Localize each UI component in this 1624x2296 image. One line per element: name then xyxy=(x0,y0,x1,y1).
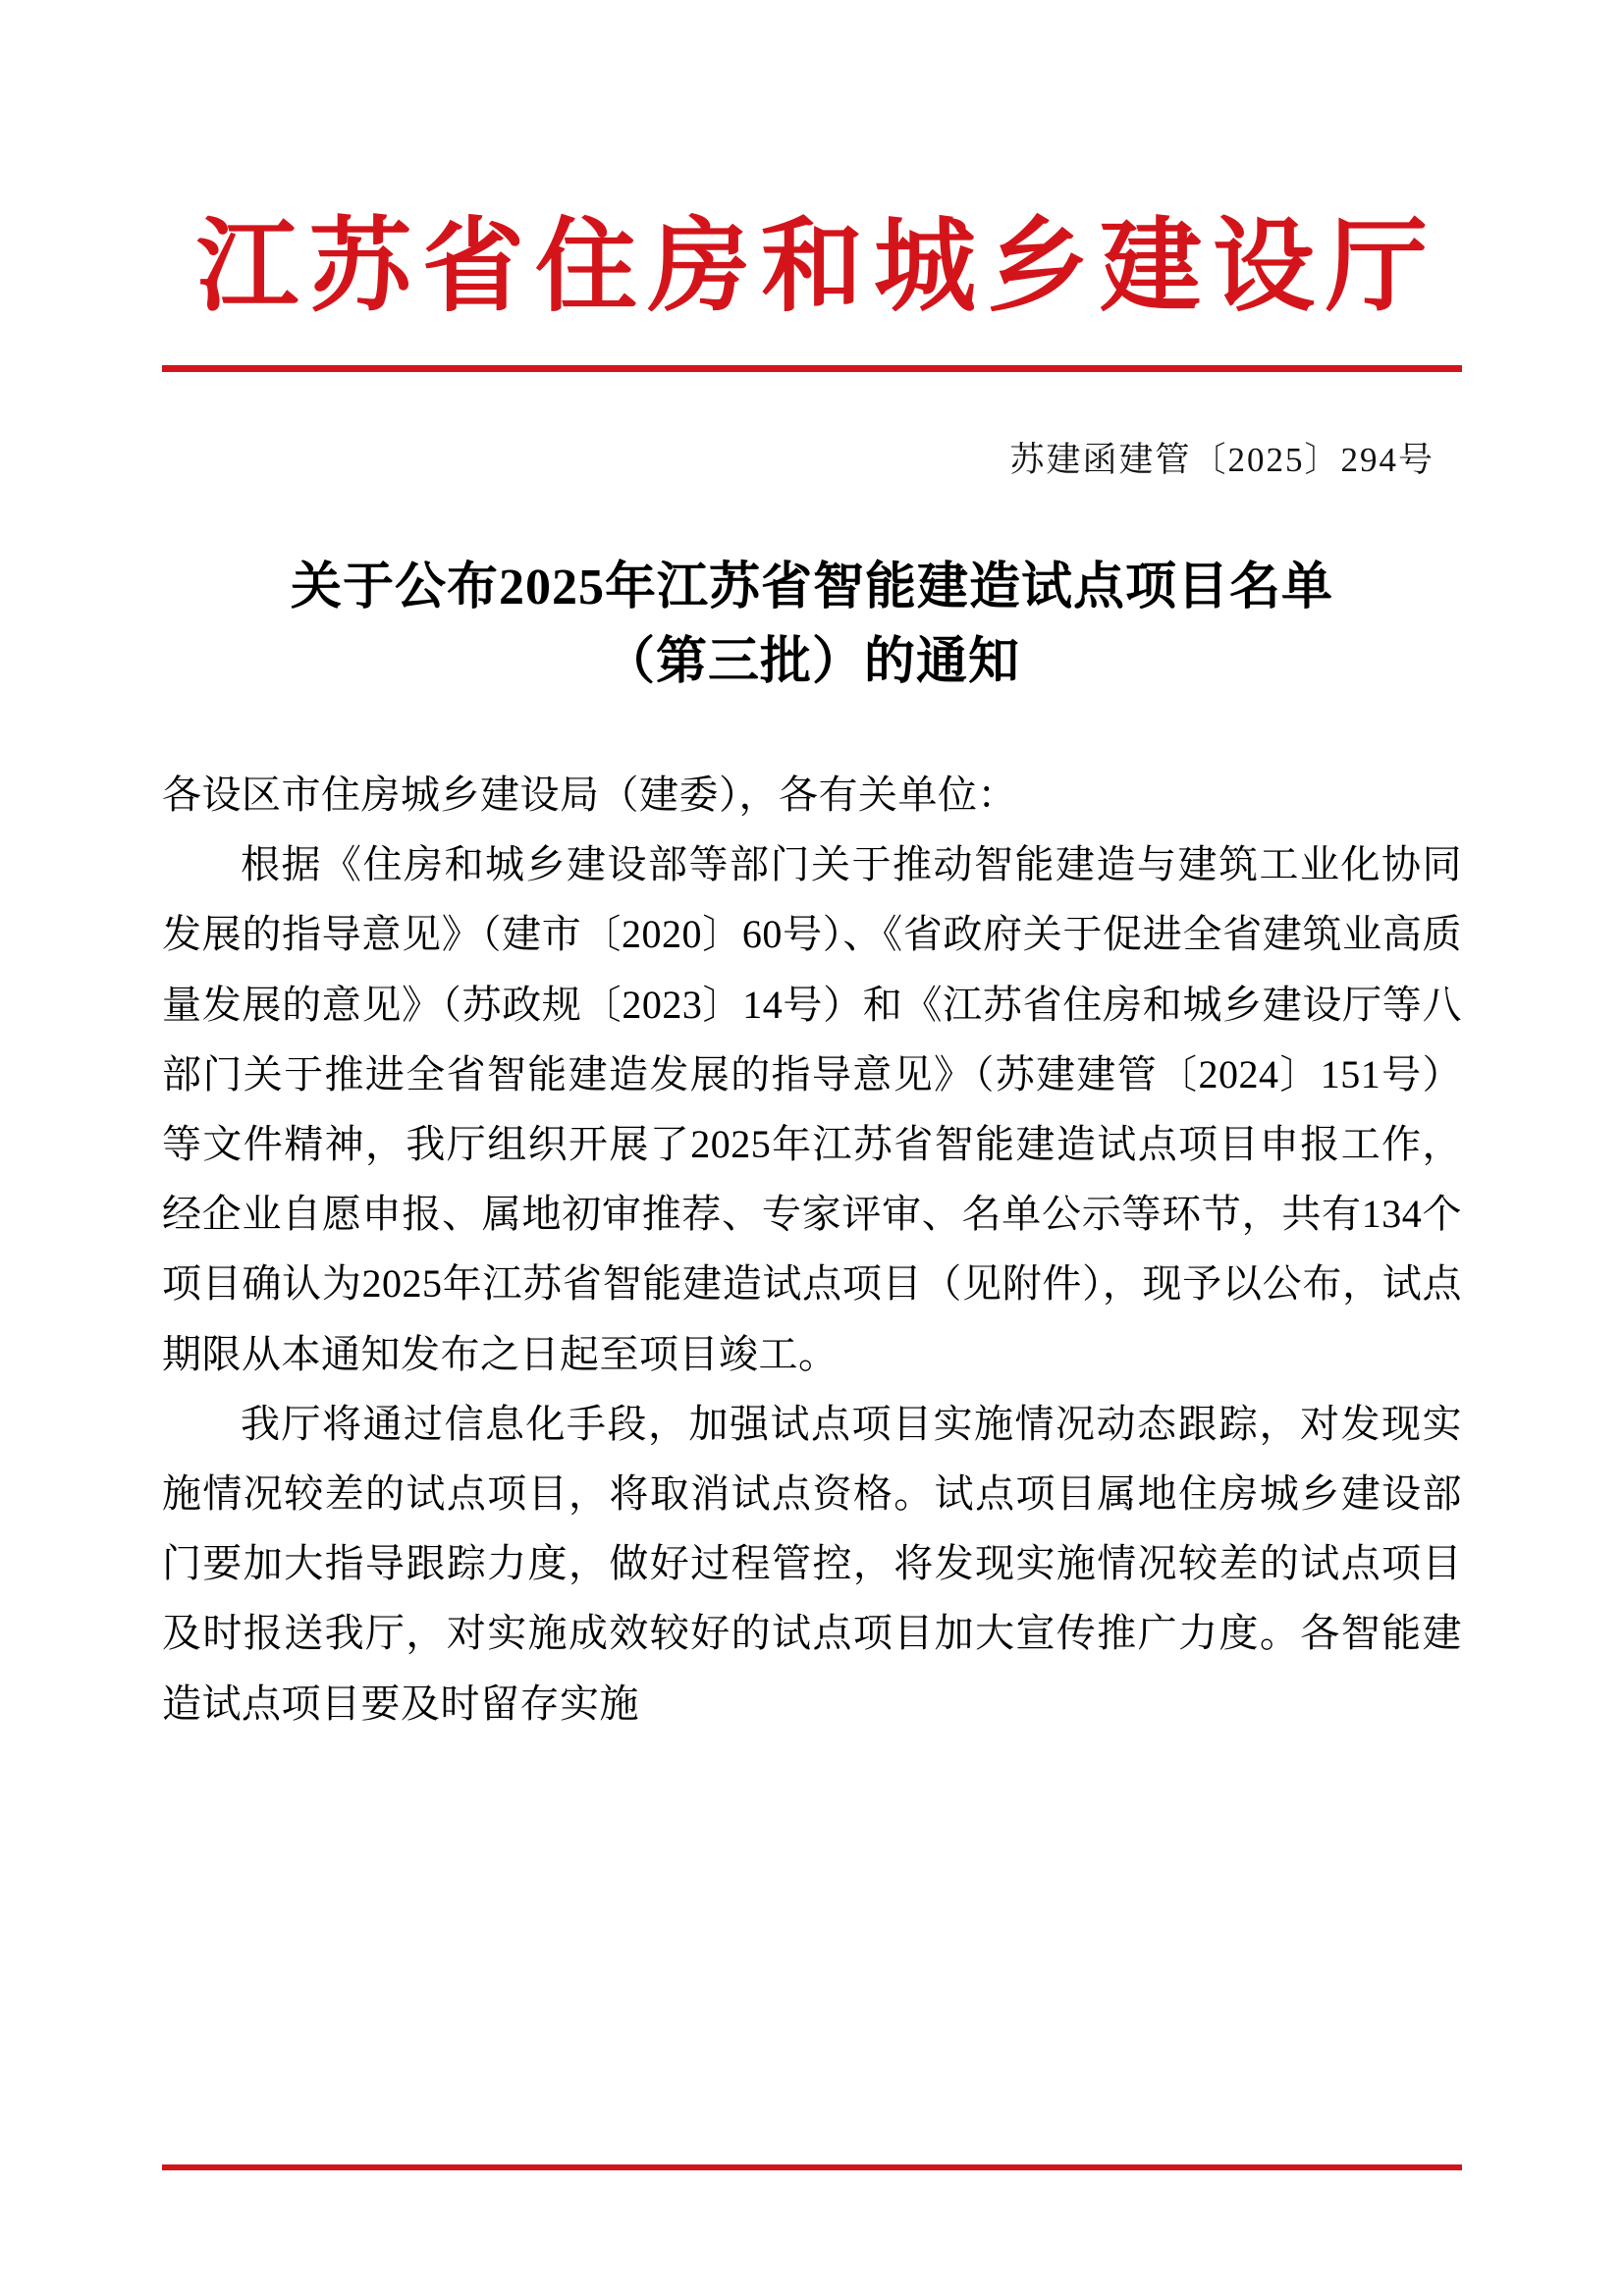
body-paragraph-1: 根据《住房和城乡建设部等部门关于推动智能建造与建筑工业化协同发展的指导意见》（建市〔2020〕60号）、《省政府关于促进全省建筑业高质量发展的意见》（苏政规〔2023〕14号）和《江苏省住房和城乡建设厅等八部门关于推进全省智能建造发展的指导意见》（苏建建管〔2024〕151号）等文件精神，我厅组织开展了2025年江苏省智能建造试点项目申报工作，经企业自愿申报、属地初审推荐、专家评审、名单公示等环节，共有134个项目确认为2025年江苏省智能建造试点项目（见附件），现予以公布，试点期限从本通知发布之日起至项目竣工。 xyxy=(162,842,1462,1376)
footer-red-rule xyxy=(162,2164,1462,2170)
salutation: 各设区市住房城乡建设局（建委），各有关单位： xyxy=(162,773,1017,818)
document-number: 苏建函建管〔2025〕294号 xyxy=(1009,441,1435,480)
page-title-line-1: 关于公布2025年江苏省智能建造试点项目名单 xyxy=(290,560,1333,616)
masthead xyxy=(162,0,1462,326)
issuing-organization-title: 江苏省住房和城乡建设厅 xyxy=(195,205,1438,326)
masthead-red-rule xyxy=(162,365,1462,372)
page-title-line-2: （第三批）的通知 xyxy=(603,633,1020,690)
document-body xyxy=(162,760,1462,1738)
page-title xyxy=(162,551,1462,699)
body-paragraph-2: 我厅将通过信息化手段，加强试点项目实施情况动态跟踪，对发现实施情况较差的试点项目，将取消试点资格。试点项目属地住房城乡建设部门要加大指导跟踪力度，做好过程管控，将发现实施情况较差的试点项目及时报送我厅，对实施成效较好的试点项目加大宣传推广力度。各智能建造试点项目要及时留存实施 xyxy=(162,1401,1462,1726)
